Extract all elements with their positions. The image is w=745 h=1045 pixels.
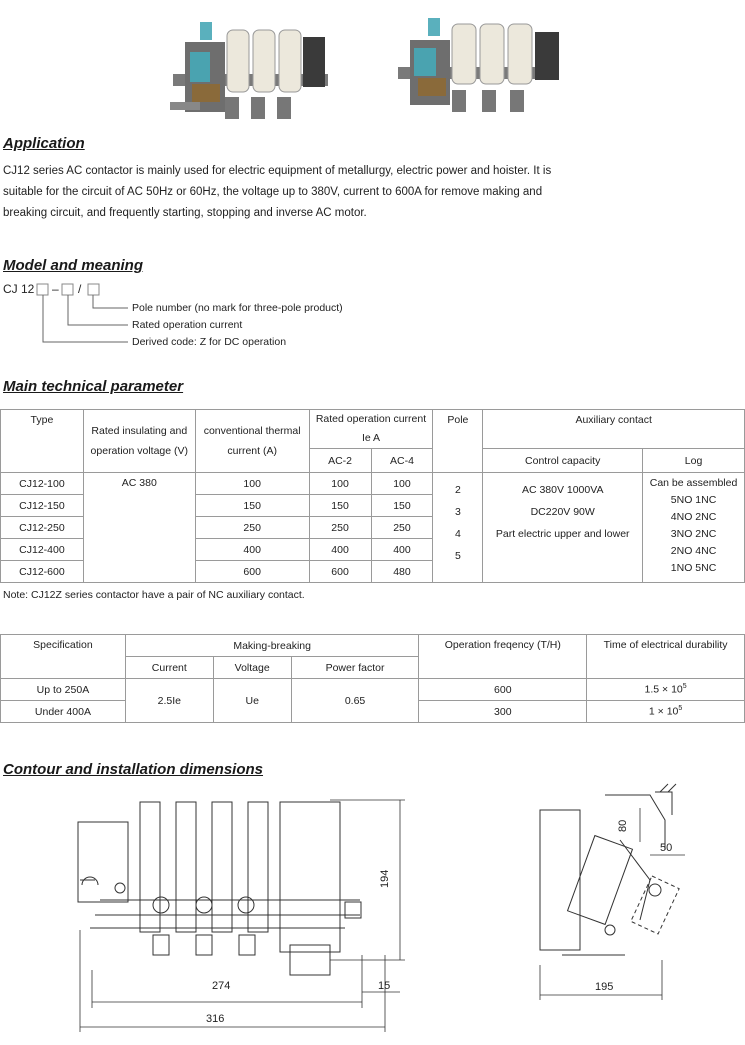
cell-thermal: 150 (195, 495, 309, 517)
table-row (1, 679, 745, 701)
dim-195: 195 (595, 981, 614, 993)
mb-cell-current: 2.5Ie (125, 679, 213, 723)
model-label-pole: Pole number (no mark for three-pole product) (132, 302, 343, 314)
mb-cell-durability: $1 \times 10^5$ (587, 701, 745, 723)
cell-ac4: 480 (371, 561, 433, 583)
model-prefix: CJ 12 (3, 282, 35, 296)
application-line-1: CJ12 series AC contactor is mainly used for electric equipment of metallurgy, electric power and hoister. It is (3, 165, 552, 177)
mb-cell-pf: 0.65 (291, 679, 419, 723)
table-note: Note: CJ12Z series contactor have a pair of NC auxiliary contact. (3, 589, 305, 601)
mb-header-pf: Power factor (291, 657, 419, 679)
cell-type: CJ12-150 (1, 495, 84, 517)
application-title: Application (3, 135, 85, 152)
model-label-derived: Derived code: Z for DC operation (132, 336, 287, 348)
contactor-photo-right (390, 12, 570, 124)
model-dash: – (52, 282, 59, 296)
model-slash: / (78, 282, 82, 296)
dim-80: 80 (617, 819, 629, 832)
mb-header-durability: Time of electrical durability (587, 635, 745, 679)
cell-ac2: 150 (309, 495, 371, 517)
dim-274: 274 (212, 980, 231, 992)
contactor-photo-left (165, 12, 335, 134)
mb-header-current: Current (125, 657, 213, 679)
application-line-3: breaking circuit, and frequently starting, stopping and inverse AC motor. (3, 207, 367, 219)
mb-cell-freq: 600 (419, 679, 587, 701)
cell-ac4: 150 (371, 495, 433, 517)
cell-ac2: 400 (309, 539, 371, 561)
cell-poles: 2 3 4 5 (433, 473, 483, 583)
mb-cell-voltage: Ue (213, 679, 291, 723)
cell-control: AC 380V 1000VA DC220V 90W Part electric upper and lower (483, 473, 643, 583)
header-control: Control capacity (483, 449, 643, 473)
dim-316: 316 (206, 1013, 225, 1025)
application-line-2: suitable for the circuit of AC 50Hz or 60Hz, the voltage up to 380V, current to 600A for remove making and (3, 186, 543, 198)
contour-drawings (0, 780, 745, 1045)
cell-thermal: 250 (195, 517, 309, 539)
mb-header-mb: Making-breaking (125, 635, 419, 657)
cell-ac2: 100 (309, 473, 371, 495)
side-view-drawing (540, 784, 679, 955)
dim-50: 50 (660, 842, 673, 854)
header-pole: Pole (433, 410, 483, 473)
front-view-dimensions (80, 800, 405, 1032)
header-ac2: AC-2 (309, 449, 371, 473)
model-label-current: Rated operation current (132, 319, 243, 331)
making-breaking-table (0, 634, 745, 723)
mb-cell-freq: 300 (419, 701, 587, 723)
mb-header-spec: Specification (1, 635, 126, 679)
table-row (1, 473, 745, 495)
cell-ac2: 250 (309, 517, 371, 539)
cell-ac4: 100 (371, 473, 433, 495)
main-params-title: Main technical parameter (3, 378, 184, 395)
header-ac4: AC-4 (371, 449, 433, 473)
mb-cell-durability: $1.5 \times 10^5$ (587, 679, 745, 701)
mb-cell-spec: Up to 250A (1, 679, 126, 701)
product-photos (0, 0, 745, 135)
model-title: Model and meaning (3, 257, 144, 274)
cell-type: CJ12-100 (1, 473, 84, 495)
cell-log: Can be assembled 5NO 1NC 4NO 2NC 3NO 2NC 2NO 4NC 1NO 5NC (643, 473, 745, 583)
application-text (3, 161, 603, 224)
header-aux: Auxiliary contact (483, 410, 745, 449)
cell-type: CJ12-600 (1, 561, 84, 583)
cell-voltage: AC 380 (83, 473, 195, 583)
cell-thermal: 100 (195, 473, 309, 495)
cell-ac4: 400 (371, 539, 433, 561)
cell-ac4: 250 (371, 517, 433, 539)
mb-header-voltage: Voltage (213, 657, 291, 679)
model-diagram (3, 282, 403, 352)
mb-cell-spec: Under 400A (1, 701, 126, 723)
contour-title: Contour and installation dimensions (3, 761, 264, 778)
header-thermal: conventional thermal current (A) (195, 410, 309, 473)
header-rated-op: Rated operation current Ie A (309, 410, 433, 449)
header-log: Log (643, 449, 745, 473)
cell-thermal: 400 (195, 539, 309, 561)
dim-15: 15 (378, 980, 391, 992)
mb-header-freq: Operation freqency (T/H) (419, 635, 587, 679)
header-type: Type (1, 410, 84, 473)
cell-type: CJ12-250 (1, 517, 84, 539)
cell-type: CJ12-400 (1, 539, 84, 561)
front-view-drawing (78, 802, 361, 975)
main-params-table (0, 409, 745, 583)
cell-ac2: 600 (309, 561, 371, 583)
dim-194: 194 (379, 869, 391, 888)
header-insulating: Rated insulating and operation voltage (V) (83, 410, 195, 473)
cell-thermal: 600 (195, 561, 309, 583)
